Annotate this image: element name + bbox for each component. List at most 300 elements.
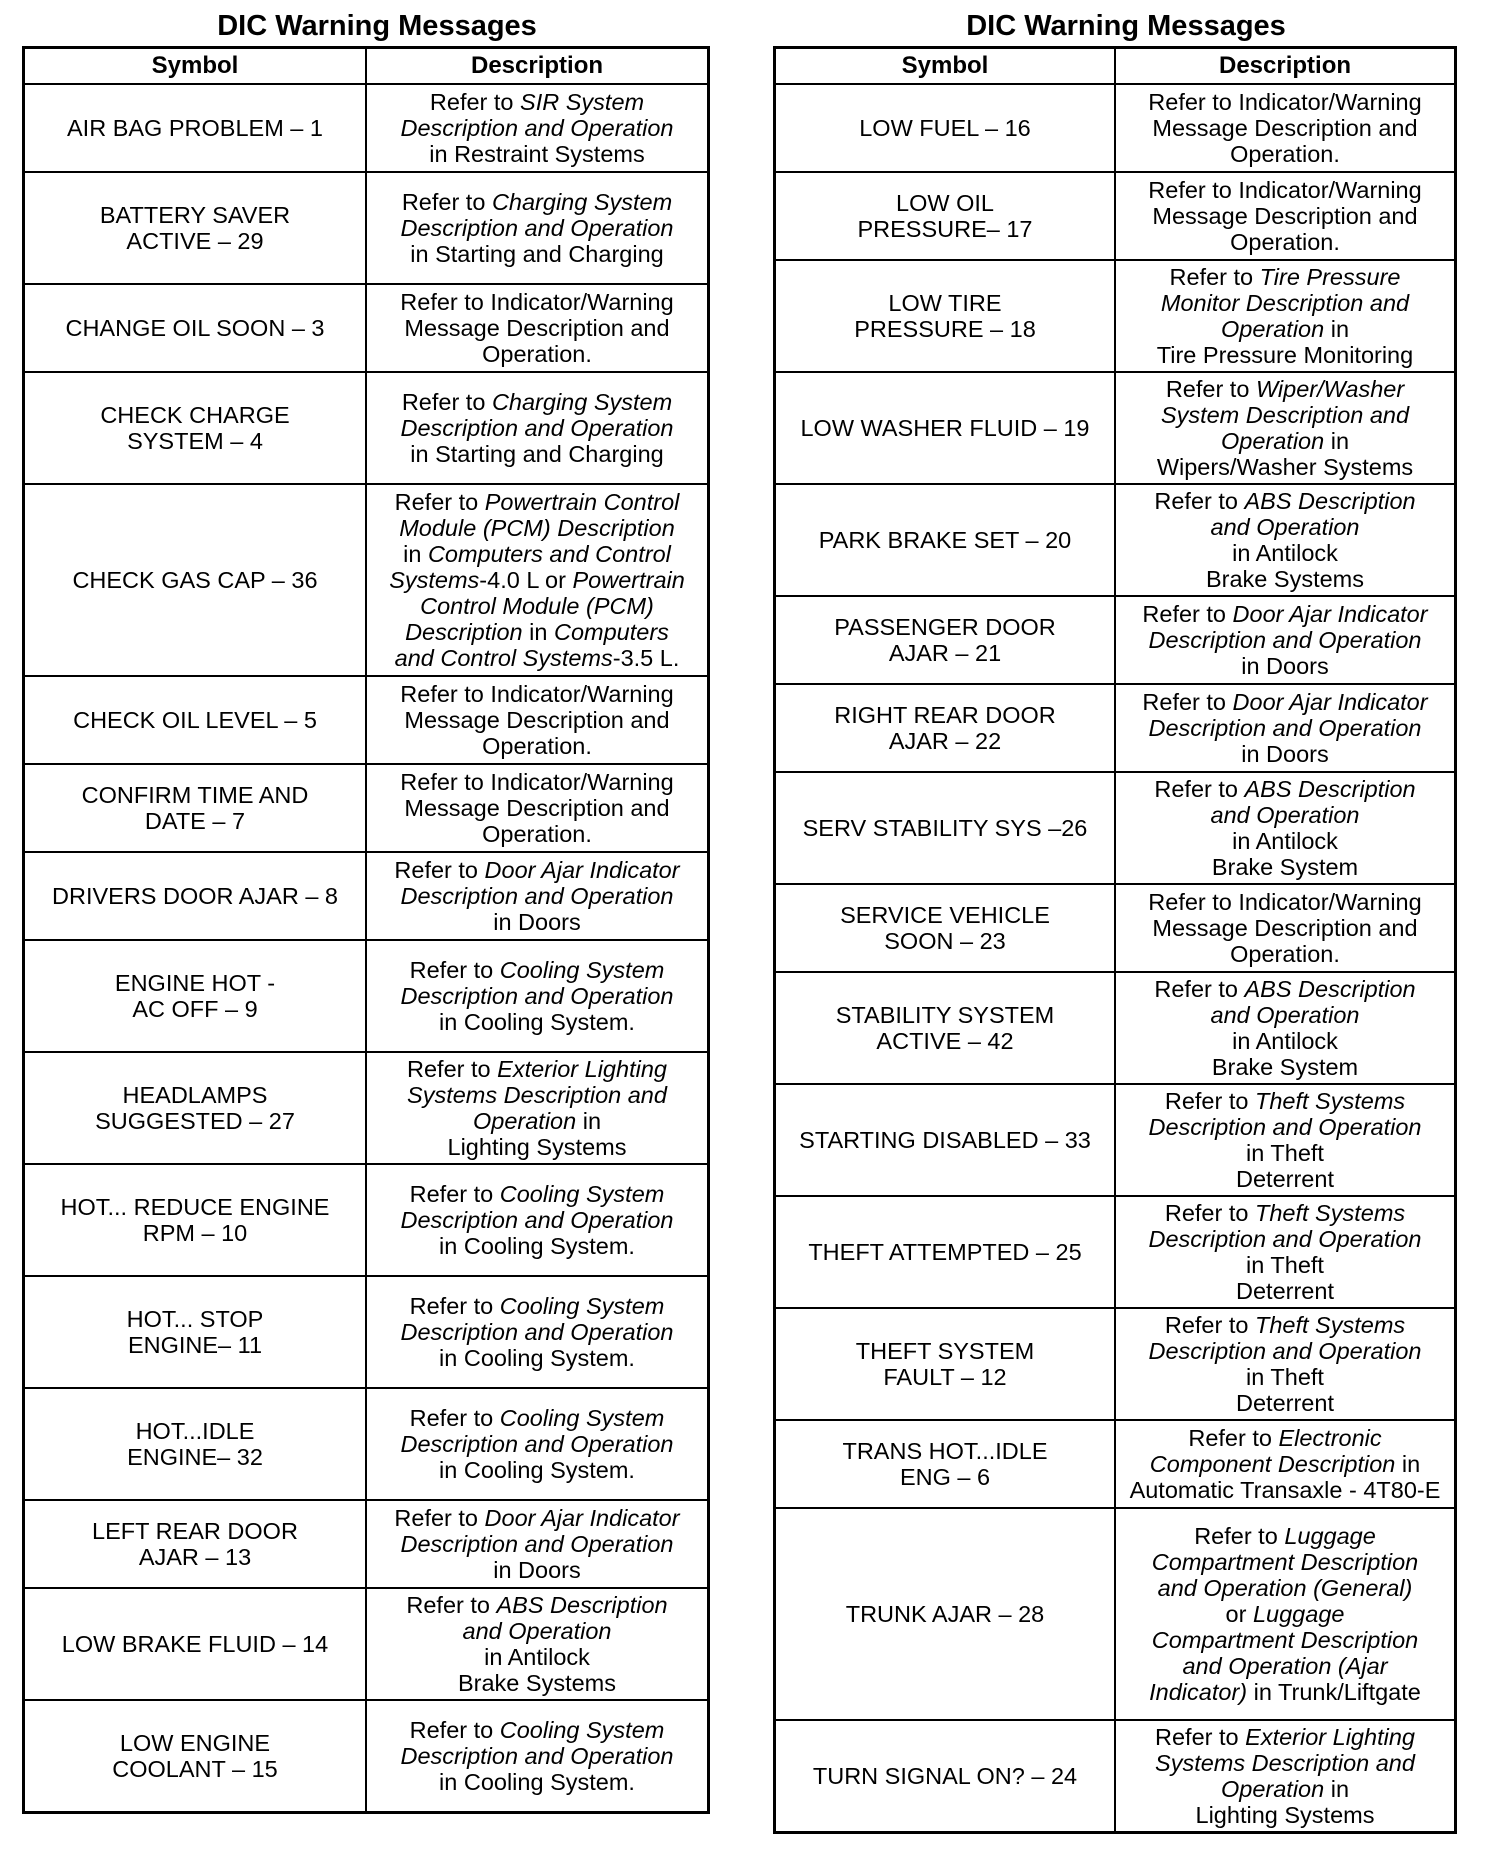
description-text: in Doors <box>493 1557 581 1583</box>
description-text: Operation. <box>482 733 592 759</box>
description-line <box>1122 828 1448 854</box>
description-line <box>1122 342 1448 368</box>
description-text: Operation. <box>482 821 592 847</box>
description-line <box>1122 290 1448 316</box>
right-warning-table <box>773 46 1457 1834</box>
table-row <box>775 172 1456 260</box>
symbol-cell <box>24 1388 367 1500</box>
description-text: in Starting and Charging <box>410 241 664 267</box>
description-reference-text: Cooling System <box>499 1405 665 1431</box>
description-reference-text: System Description and <box>1160 402 1410 428</box>
description-text: in Cooling System. <box>439 1233 635 1259</box>
description-reference-text: Module (PCM) Description <box>399 515 675 541</box>
description-cell <box>1115 1196 1456 1308</box>
description-reference-text: ABS Description <box>1244 488 1416 514</box>
description-reference-text: SIR System <box>520 89 645 115</box>
symbol-cell <box>775 684 1116 772</box>
table-row <box>24 1500 709 1588</box>
description-text: Refer to <box>409 1293 500 1319</box>
description-line <box>373 1431 701 1457</box>
symbol-cell <box>775 596 1116 684</box>
description-text: in Theft <box>1246 1364 1324 1390</box>
description-text: in Cooling System. <box>439 1457 635 1483</box>
description-line <box>1122 776 1448 802</box>
description-line <box>1122 802 1448 828</box>
description-line <box>1122 454 1448 480</box>
table-row <box>24 484 709 676</box>
symbol-text: ENGINE HOT - <box>114 970 276 996</box>
description-line <box>1122 488 1448 514</box>
description-line <box>1122 1802 1448 1828</box>
description-line <box>373 289 701 315</box>
description-reference-text: Theft Systems <box>1254 1200 1406 1226</box>
description-text: Message Description and <box>1152 115 1418 141</box>
description-text: Message Description and <box>1152 203 1418 229</box>
description-reference-text: Compartment Description <box>1151 1627 1419 1653</box>
symbol-cell <box>24 1164 367 1276</box>
description-line <box>373 89 701 115</box>
description-cell <box>1115 884 1456 972</box>
description-reference-text: Theft Systems <box>1254 1088 1406 1114</box>
description-line <box>373 707 701 733</box>
symbol-text: HOT... STOP <box>126 1306 264 1332</box>
description-reference-text: Exterior Lighting <box>1245 1723 1415 1750</box>
description-text: in <box>1395 1451 1421 1477</box>
description-reference-text: Computers and Control <box>427 541 671 567</box>
description-text: in Antilock <box>1232 540 1338 566</box>
description-line <box>373 1345 701 1371</box>
description-reference-text: Description and Operation <box>1148 1338 1422 1364</box>
description-line <box>373 389 701 415</box>
description-text: in Trunk/Liftgate <box>1247 1679 1421 1705</box>
description-reference-text: and Control Systems <box>394 645 613 671</box>
description-text: Operation. <box>1230 141 1340 167</box>
symbol-text: AIR BAG PROBLEM – 1 <box>67 115 323 141</box>
description-line <box>1122 1278 1448 1304</box>
table-row <box>775 1720 1456 1832</box>
symbol-text: STABILITY SYSTEM <box>835 1002 1055 1028</box>
description-line <box>1122 1523 1448 1549</box>
table-row <box>24 1164 709 1276</box>
description-reference-text: Description and Operation <box>1148 1226 1422 1252</box>
description-text: Refer to <box>409 957 500 983</box>
description-line <box>373 983 701 1009</box>
description-line <box>373 1056 701 1082</box>
description-text: in Cooling System. <box>439 1009 635 1035</box>
description-text: in Cooling System. <box>439 1345 635 1371</box>
description-reference-text: Description and Operation <box>400 115 674 141</box>
description-line <box>1122 1114 1448 1140</box>
symbol-text: DRIVERS DOOR AJAR – 8 <box>52 883 338 909</box>
description-reference-text: Description and Operation <box>400 983 674 1009</box>
description-line <box>373 1108 701 1134</box>
description-reference-text: Description and Operation <box>400 883 674 909</box>
left-table-body <box>24 84 709 1812</box>
description-line <box>373 241 701 267</box>
description-cell <box>366 676 709 764</box>
description-line <box>373 1082 701 1108</box>
description-text: Operation. <box>482 341 592 367</box>
description-line <box>1122 89 1448 115</box>
table-row <box>24 1388 709 1500</box>
symbol-text: CONFIRM TIME AND <box>81 782 309 808</box>
left-warning-table <box>22 46 710 1814</box>
description-cell <box>366 852 709 940</box>
description-line <box>1122 115 1448 141</box>
description-line <box>1122 203 1448 229</box>
description-line <box>1122 1451 1448 1477</box>
description-line <box>373 1319 701 1345</box>
description-line <box>373 593 701 619</box>
description-line <box>373 1557 701 1583</box>
symbol-cell <box>775 1308 1116 1420</box>
description-line <box>1122 1252 1448 1278</box>
description-text: Refer to Indicator/Warning <box>1148 89 1422 115</box>
description-line <box>1122 1477 1448 1503</box>
description-line <box>1122 141 1448 167</box>
description-line <box>1122 1425 1448 1451</box>
description-line <box>373 1531 701 1557</box>
symbol-cell <box>775 260 1116 372</box>
symbol-cell <box>24 372 367 484</box>
symbol-text: HOT...IDLE <box>135 1418 255 1444</box>
description-reference-text: and Operation (Ajar <box>1182 1653 1388 1679</box>
description-text: or <box>1225 1601 1253 1627</box>
description-reference-text: Operation <box>1220 428 1325 454</box>
description-cell <box>366 284 709 372</box>
description-line <box>373 1405 701 1431</box>
symbol-text: TRUNK AJAR – 28 <box>845 1601 1045 1627</box>
table-row <box>775 1508 1456 1720</box>
description-text: Operation. <box>1230 941 1340 967</box>
description-line <box>373 1717 701 1743</box>
description-reference-text: Luggage <box>1252 1601 1345 1627</box>
symbol-text: TRANS HOT...IDLE <box>842 1438 1048 1464</box>
description-text: Refer to <box>394 857 485 883</box>
description-line <box>1122 1312 1448 1338</box>
description-text: Refer to <box>401 189 492 215</box>
table-row <box>775 260 1456 372</box>
description-text: Brake System <box>1211 1054 1359 1080</box>
description-line <box>1122 1679 1448 1705</box>
description-reference-text: Systems <box>389 567 480 593</box>
description-line <box>1122 1054 1448 1080</box>
symbol-cell <box>24 852 367 940</box>
description-cell <box>366 172 709 284</box>
description-line <box>1122 1750 1448 1776</box>
left-header-row <box>24 48 709 85</box>
symbol-text: PARK BRAKE SET – 20 <box>818 527 1072 553</box>
description-line <box>373 115 701 141</box>
description-reference-text: Computers <box>553 619 669 645</box>
symbol-cell <box>24 84 367 172</box>
symbol-cell <box>775 972 1116 1084</box>
description-cell <box>366 1052 709 1164</box>
description-line <box>373 821 701 847</box>
symbol-cell <box>775 772 1116 884</box>
symbol-text: CHANGE OIL SOON – 3 <box>65 315 325 341</box>
description-reference-text: Description and Operation <box>400 415 674 441</box>
description-text: Automatic Transaxle - 4T80-E <box>1129 1477 1441 1503</box>
symbol-cell <box>24 1276 367 1388</box>
description-text: Brake Systems <box>457 1670 617 1696</box>
symbol-text: HOT... REDUCE ENGINE <box>60 1194 330 1220</box>
description-text: Tire Pressure Monitoring <box>1156 342 1414 368</box>
description-cell <box>366 940 709 1052</box>
symbol-text: PRESSURE – 18 <box>854 316 1036 342</box>
description-text: Message Description and <box>1152 915 1418 941</box>
description-text: in <box>1324 1775 1350 1802</box>
table-row <box>775 972 1456 1084</box>
description-cell <box>1115 1720 1456 1832</box>
description-line <box>373 341 701 367</box>
description-line <box>1122 1724 1448 1750</box>
description-reference-text: Charging System <box>491 389 673 415</box>
symbol-text: CHECK GAS CAP – 36 <box>72 567 318 593</box>
symbol-cell <box>24 1500 367 1588</box>
right-column <box>773 8 1457 1834</box>
symbol-text: RPM – 10 <box>142 1220 248 1246</box>
description-line <box>1122 1226 1448 1252</box>
description-text: in Doors <box>493 909 581 935</box>
symbol-text: AC OFF – 9 <box>132 996 258 1022</box>
symbol-text: THEFT SYSTEM <box>855 1338 1035 1364</box>
description-line <box>373 315 701 341</box>
description-reference-text: Theft Systems <box>1254 1312 1406 1338</box>
description-reference-text: Control Module (PCM) <box>420 593 654 619</box>
description-text: Lighting Systems <box>1195 1801 1375 1828</box>
symbol-text: COOLANT – 15 <box>112 1755 278 1782</box>
description-line <box>1122 566 1448 592</box>
description-text: Refer to Indicator/Warning <box>400 681 674 707</box>
description-reference-text: Description and Operation <box>400 1431 674 1457</box>
description-text: in Antilock <box>1232 828 1338 854</box>
description-text: Deterrent <box>1236 1166 1334 1192</box>
description-text: Refer to Indicator/Warning <box>1148 889 1422 915</box>
symbol-text: SUGGESTED – 27 <box>95 1108 295 1134</box>
description-cell <box>1115 172 1456 260</box>
description-reference-text: ABS Description <box>496 1592 668 1618</box>
symbol-cell <box>775 884 1116 972</box>
symbol-text: THEFT ATTEMPTED – 25 <box>808 1239 1082 1265</box>
table-row <box>24 764 709 852</box>
table-row <box>24 1700 709 1812</box>
description-reference-text: Cooling System <box>499 957 665 983</box>
description-line <box>1122 941 1448 967</box>
symbol-text: ACTIVE – 29 <box>126 228 264 254</box>
description-line <box>1122 1140 1448 1166</box>
symbol-cell <box>775 1508 1116 1720</box>
symbol-cell <box>24 484 367 676</box>
description-reference-text: Description <box>405 619 523 645</box>
description-cell <box>1115 484 1456 596</box>
symbol-text: ENGINE– 11 <box>127 1332 263 1358</box>
description-line <box>1122 1002 1448 1028</box>
description-line <box>1122 1338 1448 1364</box>
table-row <box>775 684 1456 772</box>
description-reference-text: Description and Operation <box>400 1319 674 1345</box>
description-text: in Theft <box>1246 1140 1324 1166</box>
description-line <box>1122 540 1448 566</box>
description-text: Refer to <box>1165 376 1256 402</box>
description-cell <box>366 84 709 172</box>
description-text: Refer to <box>394 1505 485 1531</box>
symbol-text: FAULT – 12 <box>883 1364 1007 1390</box>
symbol-cell <box>24 1588 367 1700</box>
description-text: Wipers/Washer Systems <box>1156 454 1414 480</box>
symbol-text: AJAR – 13 <box>138 1544 252 1570</box>
description-text: Message Description and <box>404 315 670 341</box>
table-row <box>24 1276 709 1388</box>
description-text: Brake System <box>1211 854 1359 880</box>
description-line <box>1122 1088 1448 1114</box>
description-reference-text: Description and Operation <box>400 215 674 241</box>
description-line <box>1122 264 1448 290</box>
symbol-text: ACTIVE – 42 <box>876 1028 1014 1054</box>
description-reference-text: Description and Operation <box>1148 715 1422 741</box>
description-text: Refer to <box>1142 601 1233 627</box>
description-reference-text: and Operation <box>1210 1002 1360 1028</box>
description-line <box>373 957 701 983</box>
symbol-text: PRESSURE– 17 <box>857 216 1033 242</box>
description-line <box>373 1293 701 1319</box>
description-text: in Doors <box>1241 653 1329 679</box>
description-cell <box>1115 260 1456 372</box>
symbol-cell <box>24 172 367 284</box>
description-text: in <box>522 619 554 645</box>
description-line <box>373 441 701 467</box>
table-row <box>775 1308 1456 1420</box>
table-row <box>24 372 709 484</box>
description-line <box>373 883 701 909</box>
description-text: Brake Systems <box>1205 566 1365 592</box>
description-header: Description <box>1115 48 1456 85</box>
description-line <box>373 141 701 167</box>
description-text: Refer to <box>429 89 521 115</box>
symbol-cell <box>24 1700 367 1812</box>
description-cell <box>366 1388 709 1500</box>
description-line <box>373 733 701 759</box>
right-table-title: DIC Warning Messages <box>966 10 1286 42</box>
description-text: Refer to <box>409 1716 500 1743</box>
symbol-text: LOW FUEL – 16 <box>859 115 1031 141</box>
description-text: in Starting and Charging <box>410 441 664 467</box>
description-text: Refer to <box>394 489 485 515</box>
description-reference-text: Description and Operation <box>400 1742 674 1769</box>
description-reference-text: Cooling System <box>499 1293 665 1319</box>
description-cell <box>366 1700 709 1812</box>
description-text: Refer to Indicator/Warning <box>400 289 674 315</box>
description-reference-text: Monitor Description and <box>1160 290 1410 316</box>
description-line <box>1122 715 1448 741</box>
description-line <box>1122 229 1448 255</box>
description-cell <box>1115 1308 1456 1420</box>
description-text: Deterrent <box>1236 1390 1334 1416</box>
description-line <box>373 1769 701 1795</box>
description-line <box>373 415 701 441</box>
description-reference-text: Description and Operation <box>1148 627 1422 653</box>
description-reference-text: ABS Description <box>1244 976 1416 1002</box>
description-line <box>373 1207 701 1233</box>
left-column <box>22 8 710 1814</box>
description-line <box>1122 889 1448 915</box>
description-line <box>1122 1028 1448 1054</box>
description-line <box>1122 1575 1448 1601</box>
description-text: Refer to Indicator/Warning <box>1148 177 1422 203</box>
description-text: in Theft <box>1246 1252 1324 1278</box>
table-row <box>24 940 709 1052</box>
symbol-cell <box>24 1052 367 1164</box>
symbol-text: ENG – 6 <box>899 1464 991 1490</box>
description-line <box>373 909 701 935</box>
description-line <box>373 681 701 707</box>
description-line <box>373 645 701 671</box>
description-line <box>373 215 701 241</box>
description-cell <box>1115 972 1456 1084</box>
description-reference-text: Component Description <box>1149 1451 1396 1477</box>
description-reference-text: Operation <box>472 1108 577 1134</box>
symbol-text: AJAR – 22 <box>888 728 1002 754</box>
symbol-text: DATE – 7 <box>144 808 246 834</box>
description-reference-text: and Operation <box>462 1618 612 1644</box>
description-line <box>1122 1653 1448 1679</box>
description-text: Message Description and <box>404 795 670 821</box>
description-cell <box>366 1500 709 1588</box>
description-text: in <box>576 1108 602 1134</box>
description-text: in Cooling System. <box>439 1768 635 1795</box>
description-reference-text: and Operation <box>1210 514 1360 540</box>
description-line <box>373 1644 701 1670</box>
description-line <box>1122 601 1448 627</box>
description-cell <box>1115 84 1456 172</box>
table-row <box>775 596 1456 684</box>
table-row <box>775 484 1456 596</box>
description-text: Refer to <box>1164 1312 1255 1338</box>
left-table-title: DIC Warning Messages <box>217 10 537 42</box>
description-text: -4.0 L or <box>479 567 573 593</box>
symbol-text: TURN SIGNAL ON? – 24 <box>812 1762 1078 1789</box>
table-row <box>24 84 709 172</box>
description-line <box>1122 177 1448 203</box>
description-line <box>1122 915 1448 941</box>
symbol-text: RIGHT REAR DOOR <box>834 702 1056 728</box>
description-line <box>1122 316 1448 342</box>
description-text: Refer to <box>1142 689 1233 715</box>
description-line <box>373 489 701 515</box>
description-reference-text: Door Ajar Indicator <box>484 857 680 883</box>
description-line <box>373 1505 701 1531</box>
description-reference-text: Exterior Lighting <box>497 1056 667 1082</box>
description-text: in Antilock <box>484 1644 590 1670</box>
table-row <box>24 676 709 764</box>
description-reference-text: Description and Operation <box>400 1207 674 1233</box>
description-cell <box>1115 772 1456 884</box>
symbol-text: LOW TIRE <box>888 290 1002 316</box>
description-reference-text: Compartment Description <box>1151 1549 1419 1575</box>
right-header-row <box>775 48 1456 85</box>
description-cell <box>366 372 709 484</box>
description-line <box>1122 1364 1448 1390</box>
description-reference-text: Systems Description and <box>1155 1749 1415 1776</box>
description-reference-text: and Operation <box>1210 802 1360 828</box>
description-line <box>1122 1601 1448 1627</box>
description-reference-text: Description and Operation <box>1148 1114 1422 1140</box>
symbol-cell <box>24 764 367 852</box>
symbol-text: SERVICE VEHICLE <box>840 902 1050 928</box>
symbol-header: Symbol <box>24 48 367 85</box>
description-text: Refer to <box>407 1056 498 1082</box>
description-cell <box>1115 1084 1456 1196</box>
